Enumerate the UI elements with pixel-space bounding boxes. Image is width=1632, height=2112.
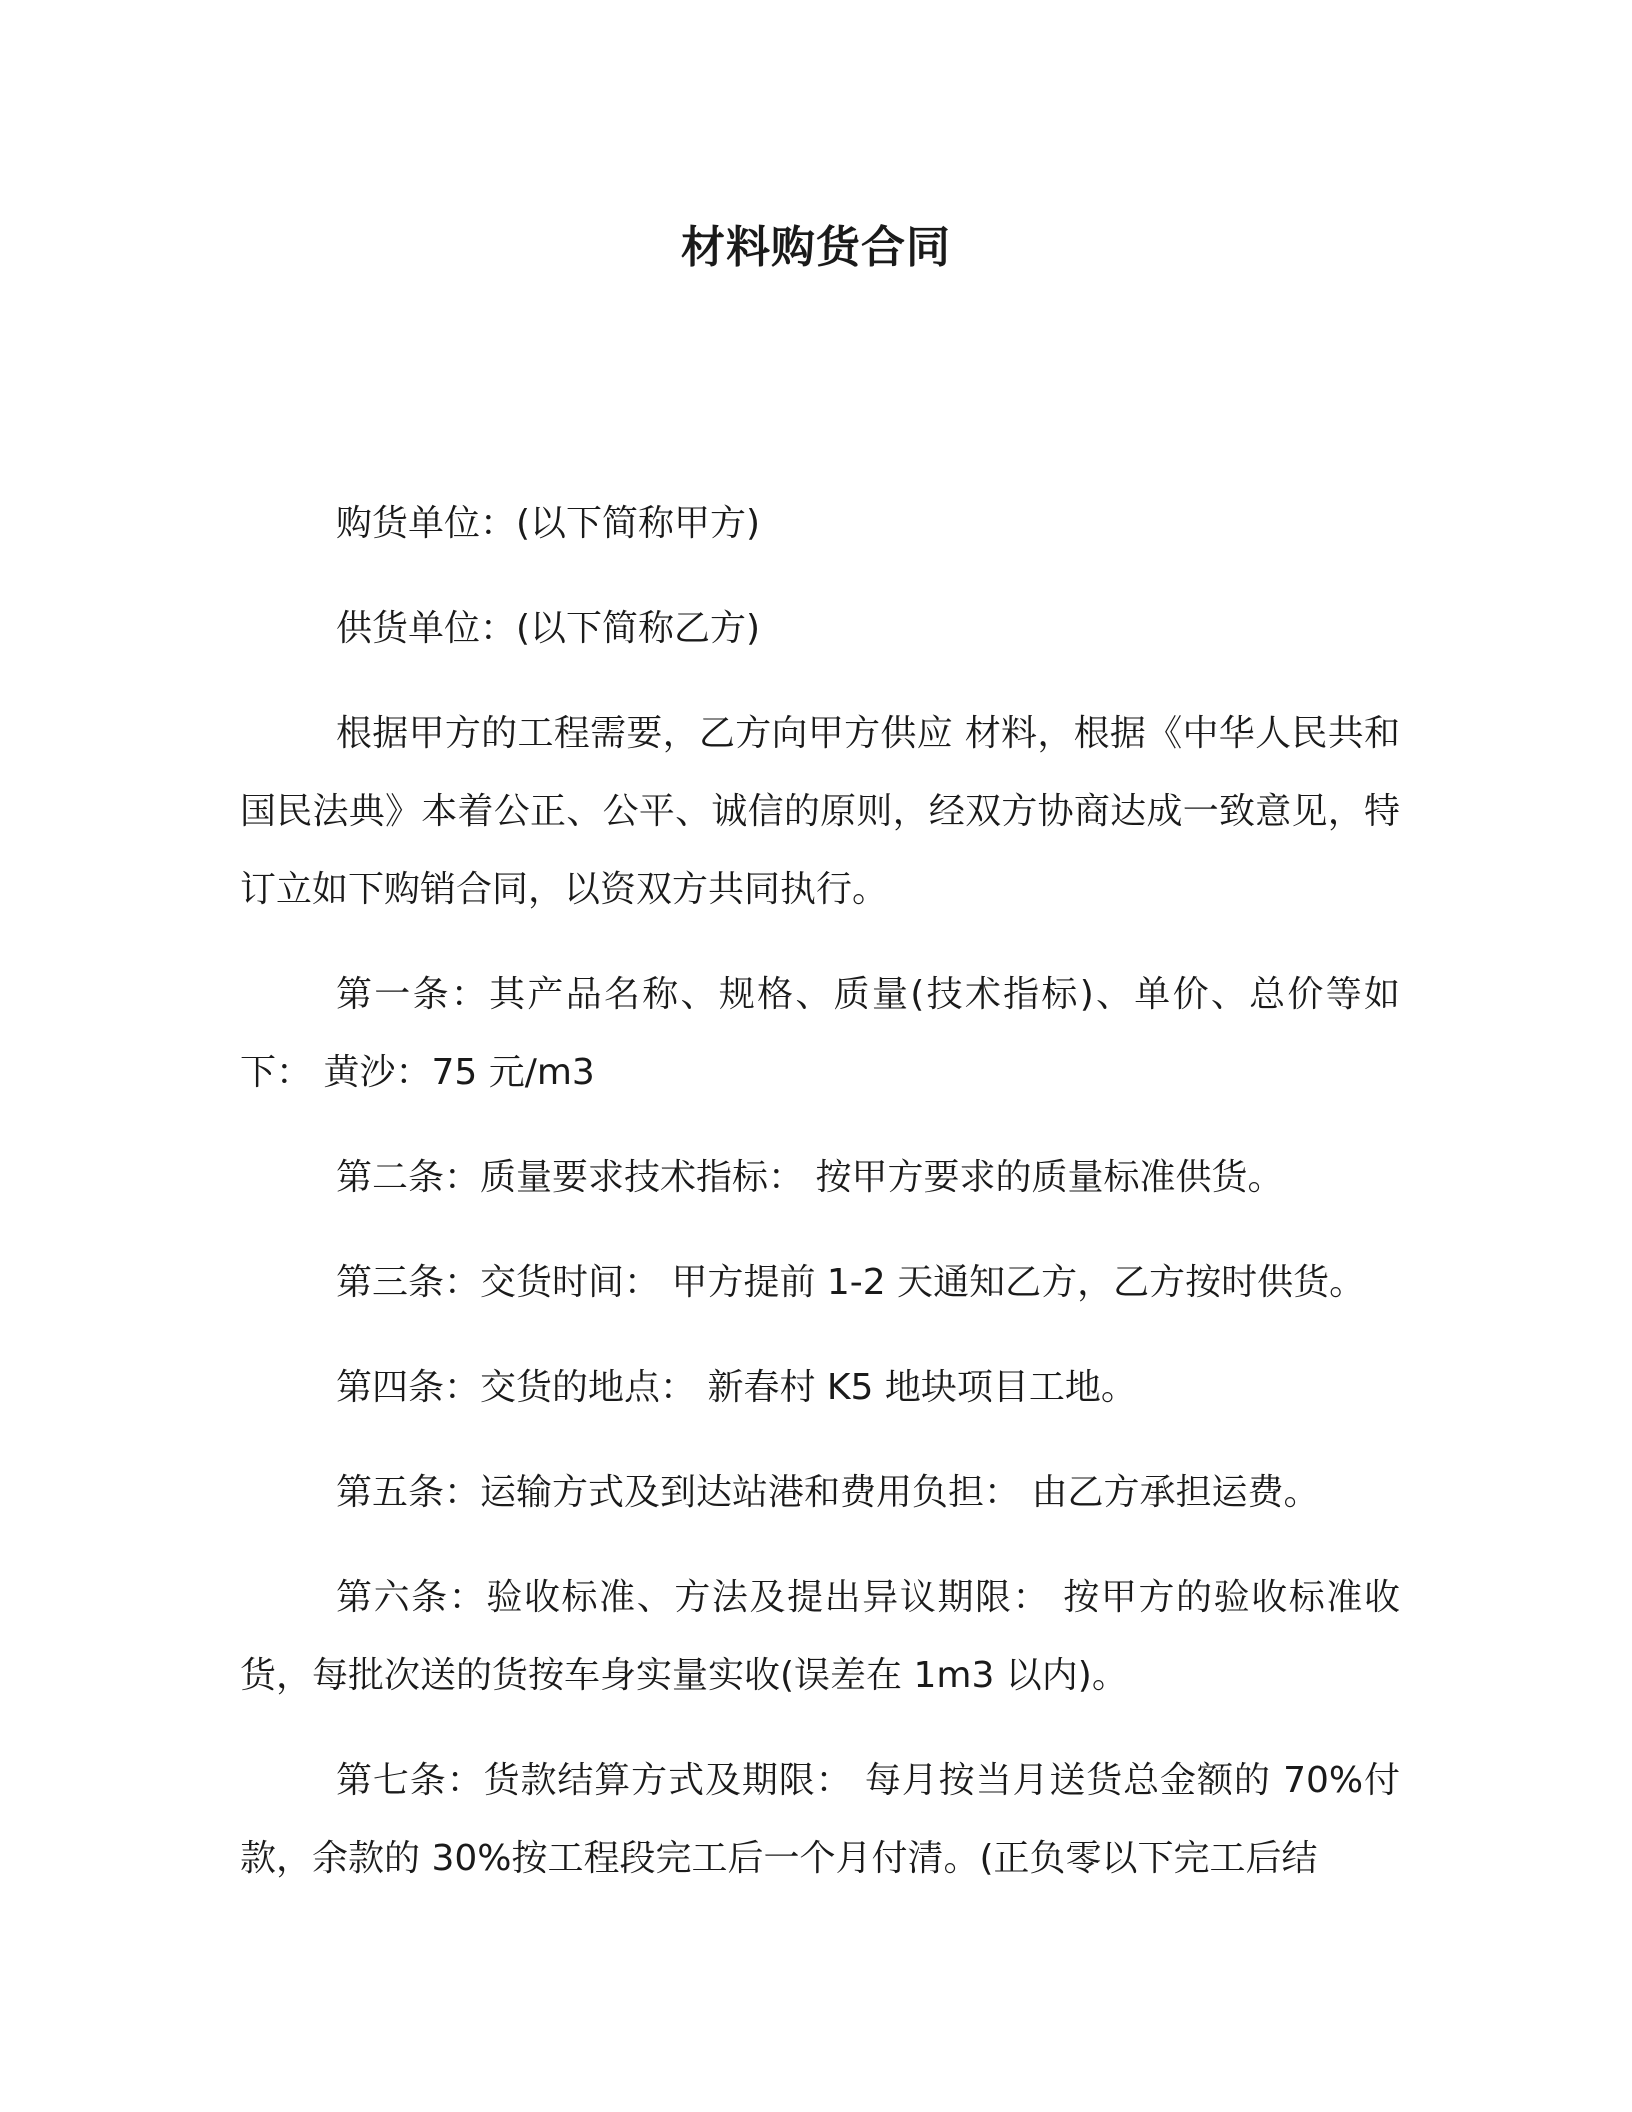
paragraph-article-6: 第六条：验收标准、方法及提出异议期限： 按甲方的验收标准收货，每批次送的货按车身实量实收(误差在 1m3 以内)。 bbox=[240, 1577, 1400, 1696]
paragraph-article-7: 第七条：货款结算方式及期限： 每月按当月送货总金额的 70%付款，余款的 30%按工程段完工后一个月付清。(正负零以下完工后结 bbox=[240, 1760, 1400, 1879]
paragraph-preamble: 根据甲方的工程需要，乙方向甲方供应 材料，根据《中华人民共和国民法典》本着公正、公平、诚信的原则，经双方协商达成一致意见，特订立如下购销合同，以资双方共同执行。 bbox=[240, 713, 1400, 910]
paragraph-article-1: 第一条：其产品名称、规格、质量(技术指标)、单价、总价等如下： 黄沙：75 元/m3 bbox=[240, 974, 1400, 1093]
document-body bbox=[240, 485, 1400, 1925]
document-title: 材料购货合同 bbox=[681, 222, 951, 273]
paragraph-article-2: 第二条：质量要求技术指标： 按甲方要求的质量标准供货。 bbox=[336, 1157, 1284, 1198]
paragraph-purchaser: 购货单位：(以下简称甲方) bbox=[336, 503, 761, 544]
paragraph-article-5: 第五条：运输方式及到达站港和费用负担： 由乙方承担运费。 bbox=[336, 1472, 1320, 1513]
paragraph-article-4: 第四条：交货的地点： 新春村 K5 地块项目工地。 bbox=[336, 1367, 1137, 1408]
paragraph-supplier: 供货单位：(以下简称乙方) bbox=[336, 608, 761, 649]
paragraph-article-3: 第三条：交货时间： 甲方提前 1-2 天通知乙方，乙方按时供货。 bbox=[336, 1262, 1366, 1303]
